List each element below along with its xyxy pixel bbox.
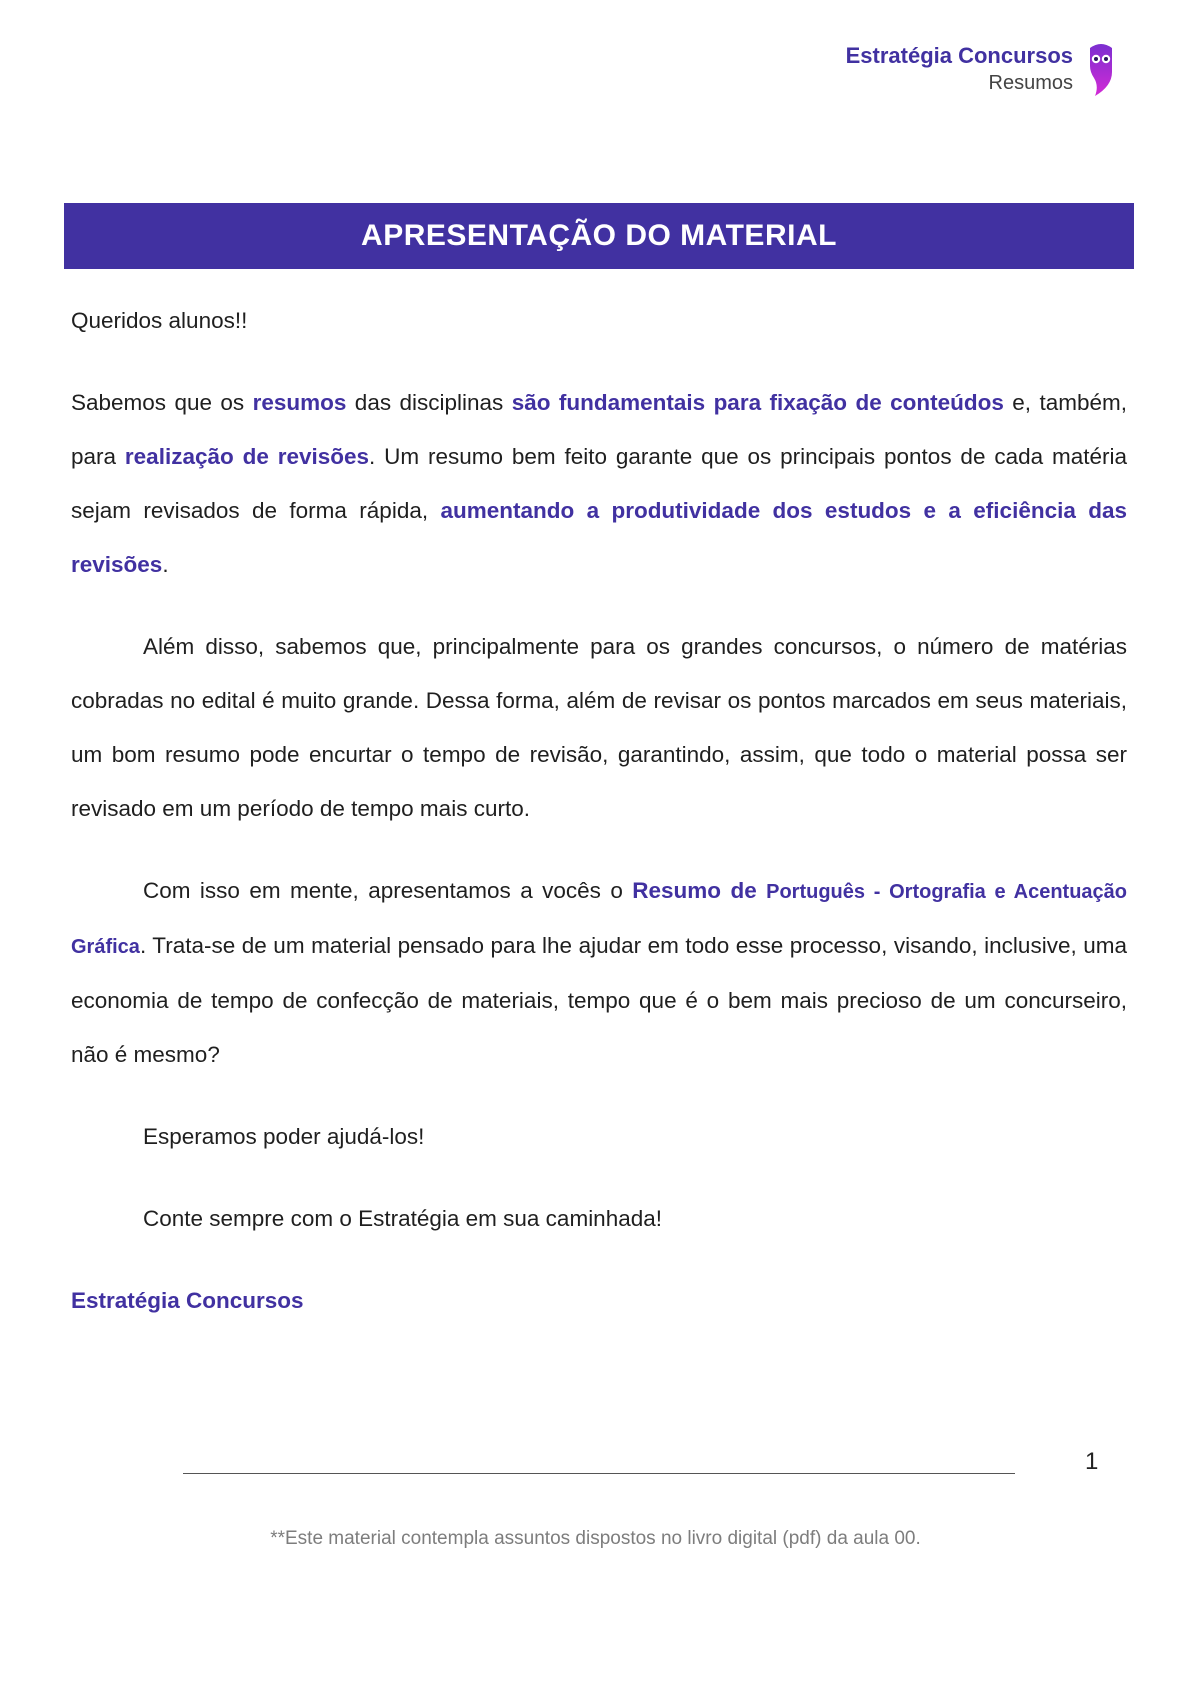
intro-highlight-1: resumos [252, 390, 347, 415]
wish-paragraph [71, 1110, 1127, 1164]
intro-highlight-2: são fundamentais para fixação de conteúdos [511, 390, 1004, 415]
context-paragraph [71, 620, 1127, 836]
intro-text-1: Sabemos que os [71, 390, 253, 415]
signature-paragraph [71, 1274, 1127, 1328]
header-logo [846, 42, 1115, 98]
context-text: Além disso, sabemos que, principalmente para os grandes concursos, o número de matérias cobradas no edital é muito grande. Dessa forma, além de revisar os pontos marcados em seus materiais, um bom resumo pode encurtar o tempo de revisão, garantindo, assim, que todo o material possa ser revisado em um período de tempo mais curto. [71, 634, 1127, 821]
document-body [71, 294, 1127, 1356]
intro-highlight-3: realização de revisões [124, 444, 370, 469]
intro-text-4: . Um resumo bem feito garante que os principais pontos de cada matéria sejam revisados de forma rápida, [71, 444, 1127, 523]
logo-text [846, 42, 1073, 97]
presentation-paragraph [71, 864, 1127, 1082]
section-title-banner [64, 203, 1134, 269]
greeting-text: Queridos alunos!! [71, 308, 248, 333]
intro-paragraph [71, 376, 1127, 592]
intro-text-5: . [162, 552, 169, 577]
logo-subtitle: Resumos [988, 71, 1073, 94]
closing-text: Conte sempre com o Estratégia em sua caminhada! [143, 1206, 663, 1231]
presentation-text-1: Com isso em mente, apresentamos a vocês o [143, 878, 633, 903]
intro-highlight-4: aumentando a produtividade dos estudos e a eficiência das revisões [71, 498, 1127, 577]
presentation-highlight-2: Português - Ortografia e Acentuação Gráfica [71, 881, 1127, 958]
page-number: 1 [1085, 1448, 1099, 1475]
signature: Estratégia Concursos [71, 1288, 304, 1313]
footer-divider [183, 1473, 1015, 1474]
greeting-paragraph [71, 294, 1127, 348]
footnote: **Este material contempla assuntos dispostos no livro digital (pdf) da aula 00. [270, 1528, 921, 1549]
intro-text-2: das disciplinas [346, 390, 512, 415]
closing-paragraph [71, 1192, 1127, 1246]
section-title: APRESENTAÇÃO DO MATERIAL [361, 219, 837, 252]
wish-text: Esperamos poder ajudá-los! [143, 1124, 425, 1149]
presentation-highlight-1: Resumo de [632, 878, 767, 903]
intro-text-3: e, também, para [71, 390, 1127, 469]
owl-icon [1087, 42, 1115, 98]
presentation-text-2: . Trata-se de um material pensado para lhe ajudar em todo esse processo, visando, inclusive, uma economia de tempo de confecção de materiais, tempo que é o bem mais precioso de um concurseiro, não é mesmo? [71, 933, 1127, 1067]
logo-brand-name: Estratégia Concursos [845, 43, 1073, 68]
